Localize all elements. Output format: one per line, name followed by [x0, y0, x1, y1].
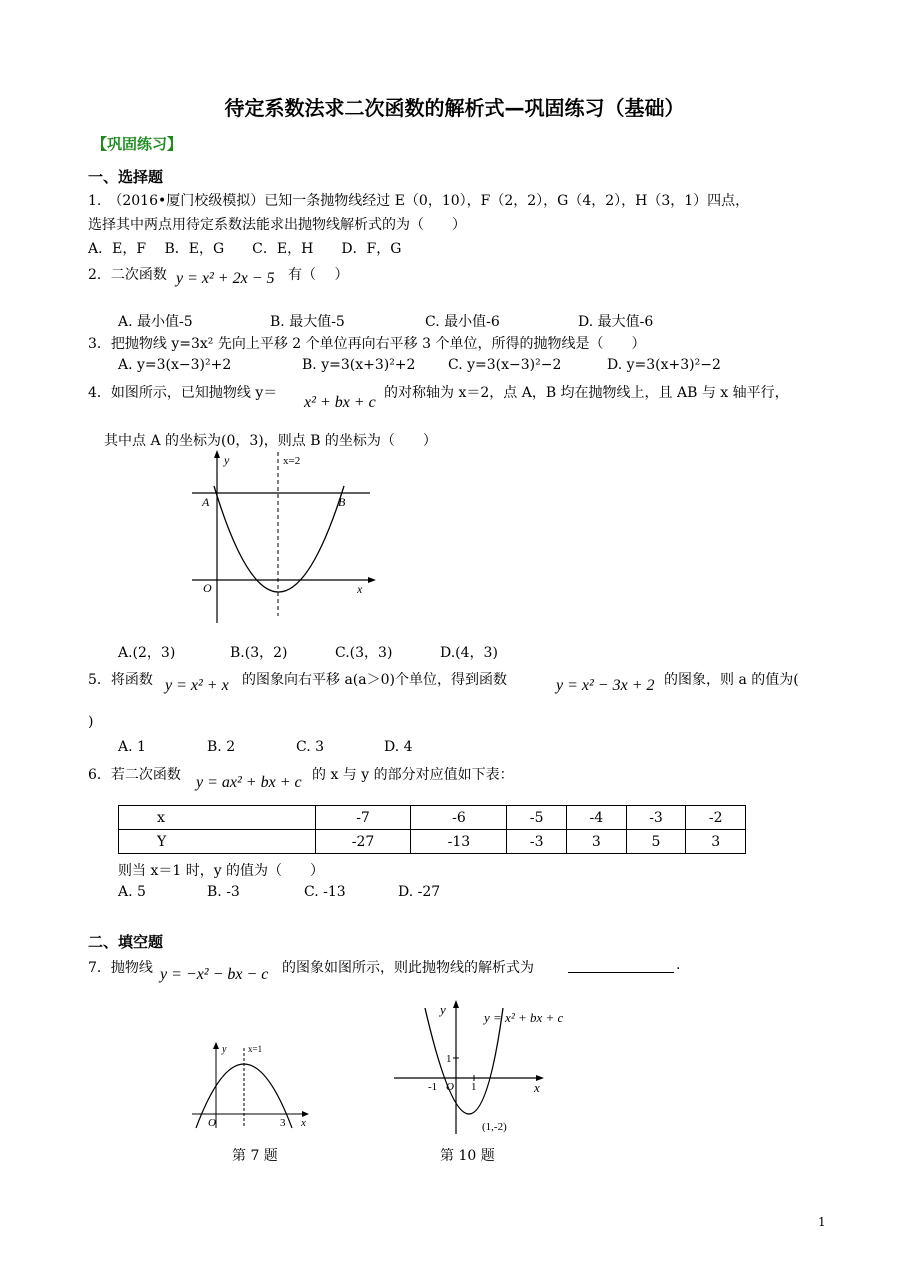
q6-option-d: D. -27 — [398, 884, 441, 900]
q4-option-c: C.(3，3) — [335, 645, 393, 661]
table-cell: 5 — [626, 830, 686, 854]
q6-option-a: A. 5 — [118, 884, 146, 900]
q6-option-b: B. -3 — [207, 884, 240, 900]
y-axis-arrow — [453, 1000, 459, 1008]
curve-formula-label: y = x² + bx + c — [484, 1010, 564, 1025]
q1-line1: 1. （2016•厦门校级模拟）已知一条抛物线经过 E（0，10），F（2，2），G（4，2），H（3，1）四点， — [88, 193, 750, 209]
q3-option-a: A. y=3(x−3)²+2 — [118, 357, 232, 373]
q6-formula: y = ax² + bx + c — [196, 774, 302, 791]
q4-option-b: B.(3，2) — [230, 645, 288, 661]
table-cell: 3 — [567, 830, 627, 854]
q7-answer-blank[interactable] — [568, 957, 674, 973]
x-label: x — [534, 1080, 540, 1095]
section-heading-fill: 二、填空题 — [88, 933, 164, 951]
q5-line2: ) — [88, 714, 94, 730]
q2-formula: y = x² + 2x − 5 — [176, 270, 275, 287]
section-heading-choice: 一、选择题 — [88, 168, 164, 186]
q2-option-c: C. 最小值-6 — [425, 314, 500, 330]
point-b-label: B — [338, 495, 346, 509]
table-cell: -4 — [567, 806, 627, 830]
q5-option-a: A. 1 — [118, 739, 146, 755]
q7-prefix: 7．抛物线 — [88, 960, 153, 976]
table-cell: -3 — [507, 830, 567, 854]
q6-prefix: 6．若二次函数 — [88, 767, 181, 783]
q4-formula: x² + bx + c — [304, 394, 376, 411]
q4-figure — [188, 448, 388, 628]
q2-option-a: A. 最小值-5 — [118, 314, 193, 330]
origin-label: O — [203, 581, 212, 595]
table-cell: -27 — [315, 830, 411, 854]
figure-10 — [392, 998, 592, 1138]
figure-7-caption: 第 7 题 — [232, 1148, 278, 1164]
q5-prefix: 5．将函数 — [88, 672, 153, 688]
q2-option-d: D. 最大值-6 — [578, 314, 654, 330]
axis-label: x=2 — [283, 455, 301, 467]
origin-label: O — [208, 1117, 216, 1129]
q2-suffix: 有（ ） — [288, 267, 349, 283]
tick-y1-label: 1 — [446, 1053, 452, 1065]
q1-options: A．E，F B．E，G C．E，H D．F，G — [88, 241, 402, 257]
point-a-label: A — [202, 495, 210, 509]
figure-7 — [188, 1040, 318, 1134]
q5-option-b: B. 2 — [207, 739, 236, 755]
y-axis-arrow — [213, 1042, 219, 1049]
origin-label: O — [446, 1081, 454, 1093]
table-cell: -2 — [686, 806, 746, 830]
q3-option-b: B. y=3(x+3)²+2 — [302, 357, 416, 373]
tick-3-label: 3 — [280, 1117, 286, 1129]
q4-prefix: 4．如图所示，已知抛物线 y＝ — [88, 385, 278, 401]
y-label: y — [224, 453, 230, 467]
table-cell: Y — [119, 830, 316, 854]
q5-formula2: y = x² − 3x + 2 — [556, 677, 655, 694]
q5-suffix: 的图象，则 a 的值为( — [664, 672, 799, 688]
table-row — [119, 806, 746, 830]
q7-formula: y = −x² − bx − c — [160, 966, 269, 983]
section-tag: 【巩固练习】 — [92, 135, 183, 153]
q4-option-a: A.(2，3) — [118, 645, 176, 661]
table-cell: -5 — [507, 806, 567, 830]
page-number: 1 — [818, 1215, 826, 1229]
value-table — [118, 805, 746, 854]
q4-suffix: 的对称轴为 x＝2，点 A，B 均在抛物线上，且 AB 与 x 轴平行， — [384, 385, 789, 401]
y-label: y — [440, 1002, 446, 1017]
q3-option-c: C. y=3(x−3)²−2 — [448, 357, 562, 373]
q7-suffix: 的图象如图所示，则此抛物线的解析式为 — [282, 960, 534, 976]
q6-option-c: C. -13 — [304, 884, 346, 900]
table-cell: x — [119, 806, 316, 830]
tick-x1-label: 1 — [471, 1081, 477, 1093]
x-label: x — [357, 582, 363, 596]
y-label: y — [222, 1044, 227, 1055]
table-cell: -6 — [411, 806, 507, 830]
figure-10-caption: 第 10 题 — [440, 1148, 495, 1164]
table-cell: -7 — [315, 806, 411, 830]
q1-line2: 选择其中两点用待定系数法能求出抛物线解析式的为（ ） — [88, 217, 466, 233]
q4-line2: 其中点 A 的坐标为(0，3)，则点 B 的坐标为（ ） — [104, 433, 437, 449]
q4-option-d: D.(4，3) — [440, 645, 498, 661]
axis-label: x=1 — [248, 1044, 263, 1054]
q6-suffix: 的 x 与 y 的部分对应值如下表： — [312, 767, 514, 783]
table-cell: -3 — [626, 806, 686, 830]
table-cell: 3 — [686, 830, 746, 854]
q2-prefix: 2．二次函数 — [88, 267, 167, 283]
q7-end: . — [676, 957, 681, 973]
x-label: x — [301, 1117, 306, 1129]
table-cell: -13 — [411, 830, 507, 854]
q5-option-c: C. 3 — [296, 739, 325, 755]
parabola — [214, 486, 344, 592]
q5-formula1: y = x² + x — [165, 677, 229, 694]
q5-middle: 的图象向右平移 a(a＞0)个单位，得到函数 — [242, 672, 507, 688]
vertex-label: (1,-2) — [482, 1121, 507, 1133]
tick-neg1-label: -1 — [428, 1081, 438, 1093]
q3-text: 3．把抛物线 y=3x² 先向上平移 2 个单位再向右平移 3 个单位，所得的抛物线是（ ） — [88, 336, 646, 352]
q6-line2: 则当 x＝1 时，y 的值为（ ） — [118, 863, 325, 879]
q2-option-b: B. 最大值-5 — [270, 314, 345, 330]
page-title: 待定系数法求二次函数的解析式—巩固练习（基础） — [224, 96, 685, 120]
q3-option-d: D. y=3(x+3)²−2 — [607, 357, 721, 373]
x-axis-arrow — [368, 577, 376, 583]
q5-option-d: D. 4 — [384, 739, 413, 755]
table-row — [119, 830, 746, 854]
y-axis-arrow — [214, 450, 220, 458]
